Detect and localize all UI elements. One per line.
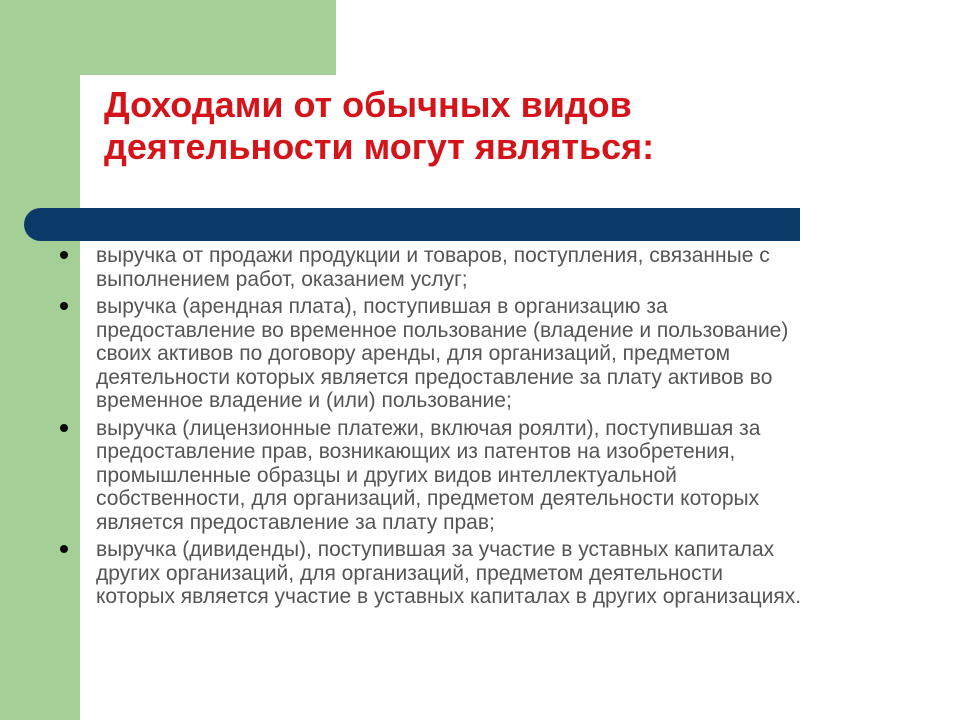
bullet-text: выручка (лицензионные платежи, включая роялти), поступившая за предоставление прав, возникающих из патентов на изобретения, промышленные образцы и других видов интеллектуальной собственности, для организаций, предметом деятельности которых является предоставление за плату прав;	[96, 416, 761, 534]
title-divider-bar	[24, 208, 800, 241]
slide-title-line-2: деятельности могут являться:	[104, 126, 655, 167]
bullet-dot-icon	[60, 545, 68, 553]
bullet-item-license-revenue	[60, 417, 920, 535]
bullet-dot-icon	[60, 424, 68, 432]
bullet-text: выручка (арендная плата), поступившая в организацию за предоставление во временное пользование (владение и пользование) своих активов по договору аренды, для организаций, предметом деятельности которых является предоставление за плату активов во временное владение и (или) пользование;	[96, 295, 789, 412]
bullet-dot-icon	[60, 302, 68, 310]
bullet-item-dividend-revenue	[60, 538, 920, 609]
bullet-item-sales-revenue	[60, 244, 920, 291]
bullet-text: выручка (дивиденды), поступившая за участие в уставных капиталах других организаций, для организаций, предметом деятельности которых является участие в уставных капиталах в других организациях.	[96, 538, 802, 608]
bullet-dot-icon	[60, 251, 68, 259]
bullet-list	[60, 244, 920, 613]
slide-title-line-1: Доходами от обычных видов	[104, 84, 632, 125]
slide-title	[104, 84, 864, 168]
bullet-item-rent-revenue	[60, 295, 920, 413]
bullet-text: выручка от продажи продукции и товаров, поступления, связанные с выполнением работ, оказанием услуг;	[96, 244, 770, 291]
